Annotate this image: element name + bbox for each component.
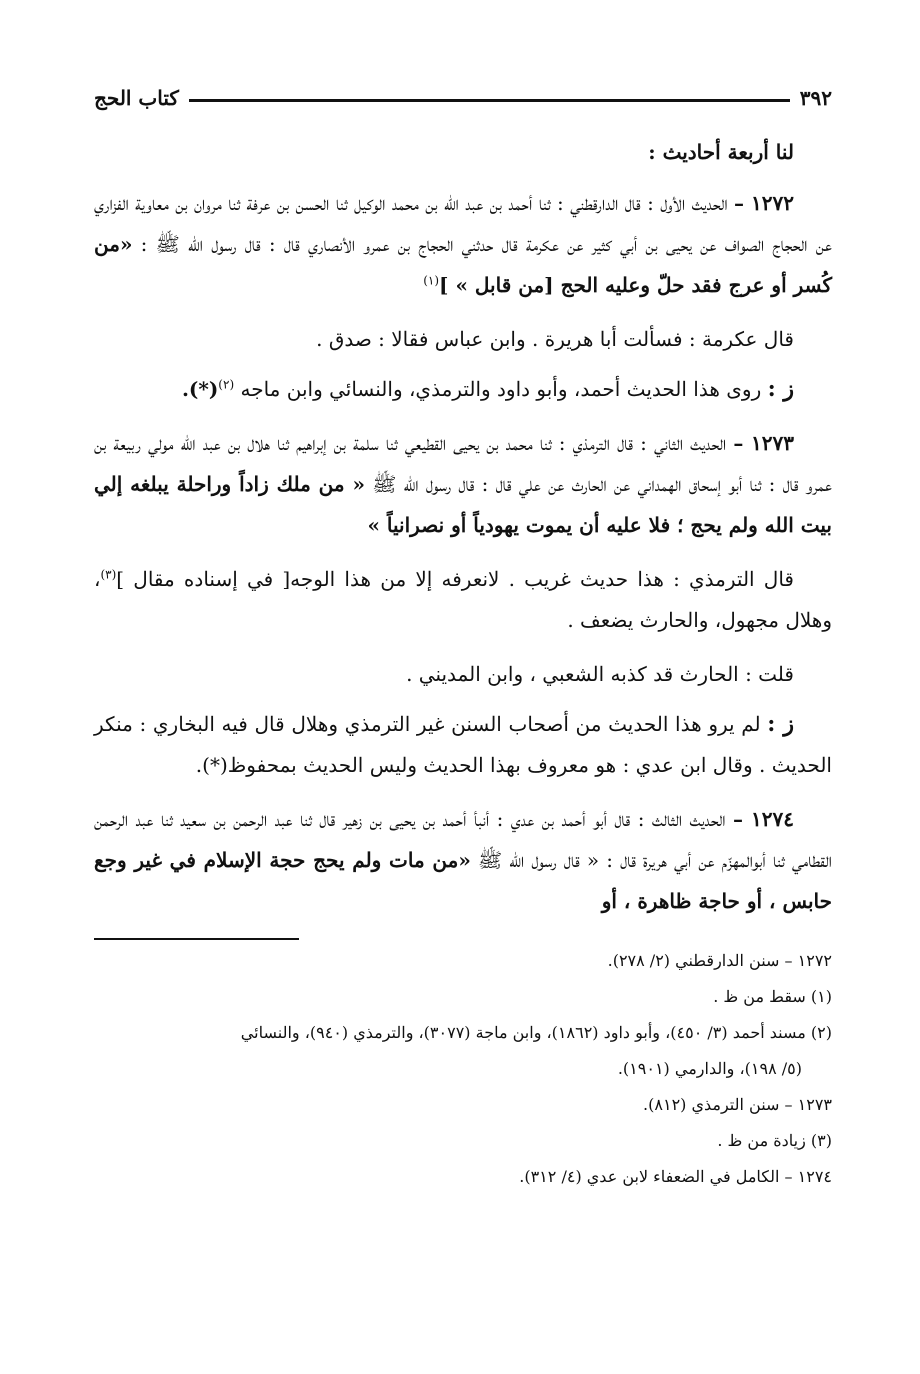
note-tail: (*). [181, 377, 219, 401]
footnote-item: ١٢٧٣ – سنن الترمذي (٨١٢). [643, 1095, 832, 1114]
footnote-ref: (١) [423, 273, 440, 288]
page-number: ٣٩٢ [799, 86, 832, 110]
qultu-text: قلت : الحارث قد كذبه الشعبي ، وابن المديني . [406, 662, 794, 686]
ikrima-line [94, 319, 832, 360]
main-text [94, 132, 832, 922]
book-title: كتاب الحج [94, 86, 179, 110]
hadith-number: ١٢٧٢ – [734, 191, 795, 215]
comment-tail: ، وهلال مجهول، والحارث يضعف . [94, 567, 832, 632]
page-header [94, 80, 832, 116]
hadith-matn: «من مات ولم يحج حجة الإسلام في غير وجع حابس ، أو حاجة ظاهرة ، أو [94, 848, 832, 913]
note-1272 [94, 369, 832, 410]
intro-text: لنا أربعة أحاديث : [648, 140, 794, 164]
footnote-ref: (٢) [218, 377, 235, 392]
footnote-item: ١٢٧٢ – سنن الدارقطني (٢/ ٢٧٨). [607, 951, 832, 970]
hadith-1273 [94, 423, 832, 546]
note-label: ز : [767, 376, 794, 402]
intro-line [94, 132, 832, 173]
note-text: لم يرو هذا الحديث من أصحاب السنن غير الترمذي وهلال قال فيه البخاري : منكر الحديث . وقال ابن عدي : هو معروف بهذا الحديث وليس الحديث بمحفوظ(*). [94, 712, 832, 777]
hadith-matn: « من ملك زاداً وراحلة يبلغه إلي بيت الله ولم يحج ؛ فلا عليه أن يموت يهودياً أو نصرانياً » [94, 472, 832, 537]
comment-text: قال الترمذي : هذا حديث غريب . لانعرفه إلا من هذا الوجه[ في إسناده مقال ] [116, 567, 794, 591]
hadith-isnad: الحديث الثاني : قال الترمذي : ثنا محمد بن يحيى القطيعي ثنا سلمة بن إبراهيم ثنا هلال بن عبد الله مولي ربيعة بن عمرو قال : ثنا أبو إسحاق الهمداني عن الحارث عن علي قال : قال رسول الله ﷺ [94, 431, 833, 496]
footnote-rule [94, 938, 299, 940]
hadith-1274 [94, 799, 832, 922]
hadith-1272 [94, 183, 832, 306]
qultu-line [94, 654, 832, 695]
tirmidhi-comment [94, 559, 832, 641]
hadith-isnad: الحديث الثالث : قال أبو أحمد بن عدي : أنبأ أحمد بن يحيى بن زهير قال ثنا عبد الرحمن بن سعيد ثنا عبد الرحمن القطامي ثنا أبوالمهزّم عن أبي هريرة قال : « قال رسول الله ﷺ [94, 807, 833, 872]
hadith-number: ١٢٧٤ – [733, 807, 794, 831]
note-1273 [94, 704, 832, 786]
note-label: ز : [767, 711, 794, 737]
hadith-isnad: الحديث الأول : قال الدارقطني : ثنا أحمد بن عبد الله بن محمد الوكيل ثنا الحسن بن عرفة ثنا مروان بن معاوية الفزاري عن الحجاج الصواف عن يحيى بن أبي كثير عن عكرمة قال حدثني الحجاج بن عمرو الأنصاري قال : قال رسول الله ﷺ : [94, 191, 832, 256]
ikrima-text: قال عكرمة : فسألت أبا هريرة . وابن عباس فقالا : صدق . [316, 327, 794, 351]
hadith-matn: «من كُسر أو عرج فقد حلّ وعليه الحج [من قابل » ] [94, 232, 832, 297]
header-rule [189, 99, 790, 102]
footnote-ref: (٣) [100, 567, 117, 582]
footnote-item: (٣) زيادة من ظ . [717, 1131, 832, 1150]
footnote-item: ١٢٧٤ – الكامل في الضعفاء لابن عدي (٤/ ٣١٢). [519, 1167, 832, 1186]
footnote-item: (١) سقط من ظ . [713, 987, 832, 1006]
footnote-item: (٢) مسند أحمد (٣/ ٤٥٠)، وأبو داود (١٨٦٢)، وابن ماجة (٣٠٧٧)، والترمذي (٩٤٠)، والنسائي [240, 1023, 832, 1042]
hadith-number: ١٢٧٣ – [733, 431, 794, 455]
note-text: روى هذا الحديث أحمد، وأبو داود والترمذي، والنسائي وابن ماجه [240, 377, 762, 401]
footnotes [94, 946, 832, 1192]
book-page [94, 80, 832, 1320]
footnote-item: (٥/ ١٩٨)، والدارمي (١٩٠١). [617, 1059, 802, 1078]
